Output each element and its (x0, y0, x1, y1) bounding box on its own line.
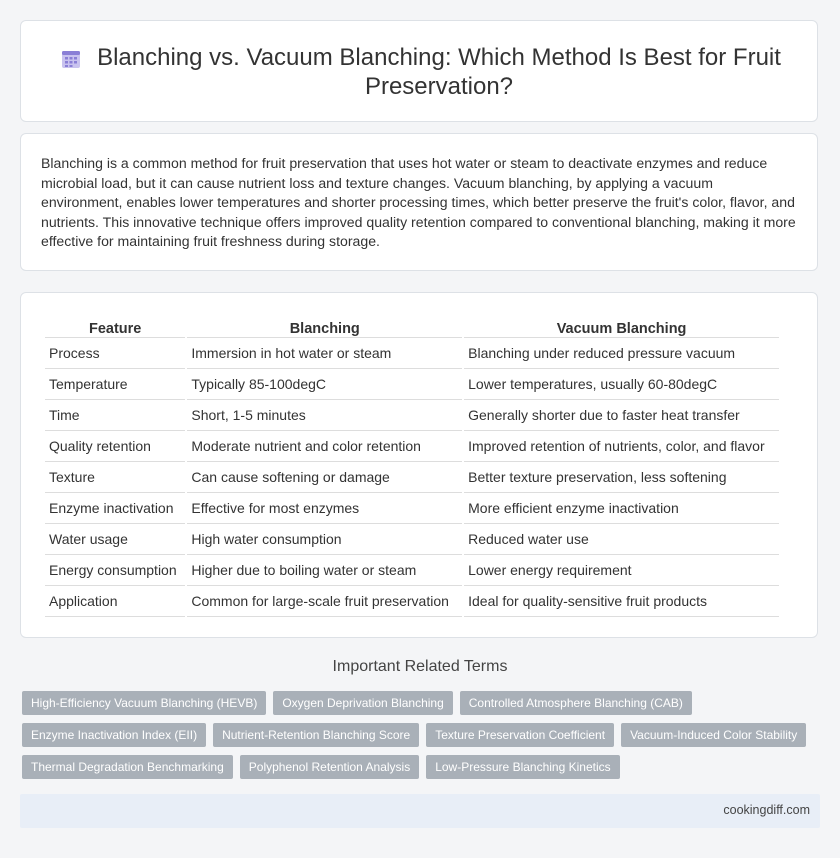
table-row (45, 462, 779, 493)
table-cell: Application (45, 586, 185, 617)
table-cell: Quality retention (45, 431, 185, 462)
intro-card (20, 133, 818, 271)
table-row (45, 586, 779, 617)
calendar-icon (61, 49, 81, 69)
footer (20, 794, 820, 828)
table-row (45, 555, 779, 586)
table-cell: Texture (45, 462, 185, 493)
table-cell: Higher due to boiling water or steam (187, 555, 462, 586)
table-cell: More efficient enzyme inactivation (464, 493, 779, 524)
table-cell: Effective for most enzymes (187, 493, 462, 524)
related-term-tag[interactable]: Controlled Atmosphere Blanching (CAB) (460, 691, 692, 715)
intro-paragraph: Blanching is a common method for fruit preservation that uses hot water or steam to deactivate enzymes and reduce microbial load, but it can cause nutrient loss and texture changes. Vacuum blanching, by applying a vacuum environment, enables lower temperatures and shorter processing times, which better preserve the fruit's color, flavor, and nutrients. This innovative technique offers improved quality retention compared to conventional blanching, making it more effective for maintaining fruit freshness during storage. (41, 155, 796, 250)
table-cell: Blanching under reduced pressure vacuum (464, 338, 779, 369)
table-cell: Process (45, 338, 185, 369)
table-row (45, 369, 779, 400)
table-cell: Moderate nutrient and color retention (187, 431, 462, 462)
table-cell: Can cause softening or damage (187, 462, 462, 493)
column-header-vacuum-blanching: Vacuum Blanching (464, 315, 779, 338)
related-term-tag[interactable]: Low-Pressure Blanching Kinetics (426, 755, 619, 779)
table-cell: Enzyme inactivation (45, 493, 185, 524)
title-card (20, 20, 818, 122)
related-term-tag[interactable]: Polyphenol Retention Analysis (240, 755, 419, 779)
related-terms-heading: Important Related Terms (332, 658, 508, 675)
table-cell: Common for large-scale fruit preservation (187, 586, 462, 617)
table-row (45, 338, 779, 369)
table-cell: Energy consumption (45, 555, 185, 586)
table-cell: Generally shorter due to faster heat transfer (464, 400, 779, 431)
table-header-row (45, 315, 779, 338)
related-term-tag[interactable]: High-Efficiency Vacuum Blanching (HEVB) (22, 691, 266, 715)
table-cell: Water usage (45, 524, 185, 555)
table-cell: Ideal for quality-sensitive fruit products (464, 586, 779, 617)
page-title: Blanching vs. Vacuum Blanching: Which Method Is Best for Fruit Preservation? (97, 44, 781, 100)
table-cell: Better texture preservation, less softening (464, 462, 779, 493)
table-cell: High water consumption (187, 524, 462, 555)
table-cell: Short, 1-5 minutes (187, 400, 462, 431)
table-cell: Lower energy requirement (464, 555, 779, 586)
related-term-tag[interactable]: Vacuum-Induced Color Stability (621, 723, 806, 747)
column-header-feature: Feature (45, 315, 185, 338)
table-cell: Time (45, 400, 185, 431)
table-cell: Typically 85-100degC (187, 369, 462, 400)
column-header-blanching: Blanching (187, 315, 462, 338)
related-term-tag[interactable]: Texture Preservation Coefficient (426, 723, 614, 747)
table-cell: Immersion in hot water or steam (187, 338, 462, 369)
table-cell: Lower temperatures, usually 60-80degC (464, 369, 779, 400)
related-term-tag[interactable]: Thermal Degradation Benchmarking (22, 755, 233, 779)
related-terms-list (22, 691, 812, 779)
table-cell: Improved retention of nutrients, color, and flavor (464, 431, 779, 462)
related-term-tag[interactable]: Enzyme Inactivation Index (EII) (22, 723, 206, 747)
table-row (45, 431, 779, 462)
table-cell: Temperature (45, 369, 185, 400)
table-row (45, 493, 779, 524)
footer-site-link[interactable]: cookingdiff.com (723, 803, 810, 817)
comparison-card (20, 292, 818, 638)
table-row (45, 400, 779, 431)
related-term-tag[interactable]: Oxygen Deprivation Blanching (273, 691, 452, 715)
table-cell: Reduced water use (464, 524, 779, 555)
related-term-tag[interactable]: Nutrient-Retention Blanching Score (213, 723, 419, 747)
table-row (45, 524, 779, 555)
comparison-table (43, 315, 781, 617)
